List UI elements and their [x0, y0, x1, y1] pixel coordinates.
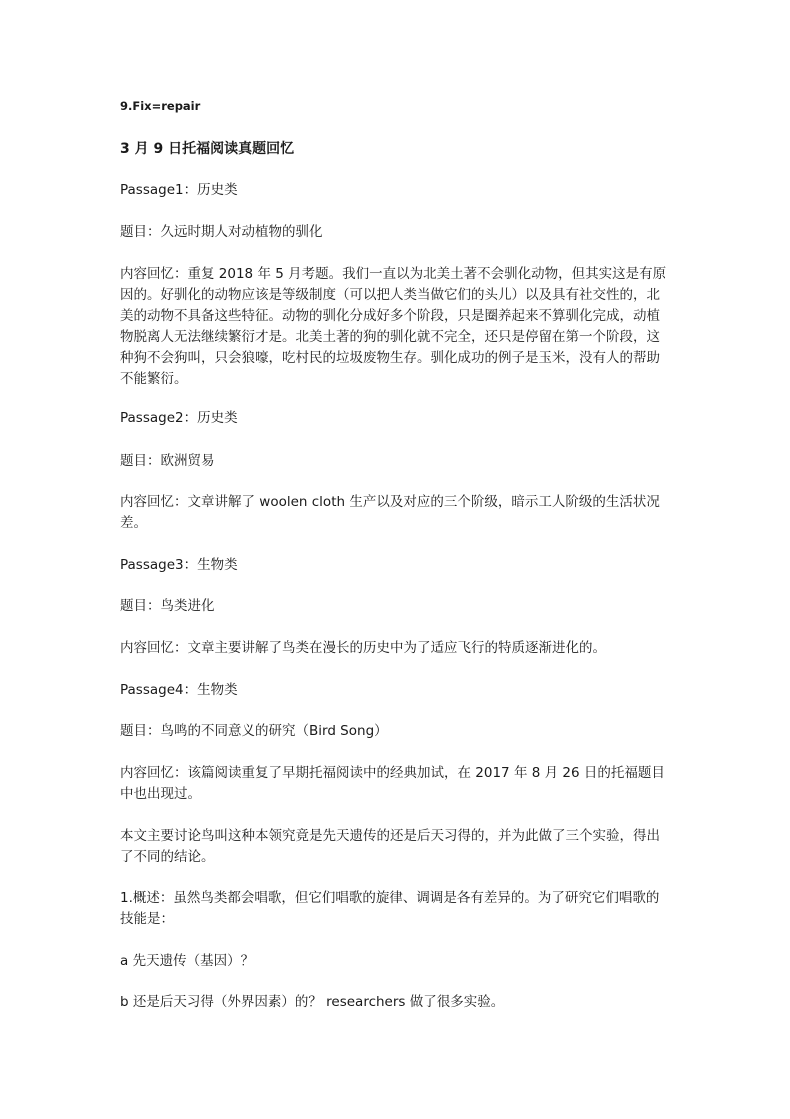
passage4-label: Passage4：生物类	[120, 682, 238, 698]
overview-paragraph: 1.概述：虽然鸟类都会唱歌，但它们唱歌的旋律、调调是各有差异的。为了研究它们唱歌的技能是：	[120, 890, 660, 927]
passage2-label: Passage2：历史类	[120, 410, 238, 426]
passage4-topic: 题目：鸟鸣的不同意义的研究（Bird Song）	[120, 723, 388, 739]
passage3-topic: 题目：鸟类进化	[120, 598, 215, 614]
passage4-content: 内容回忆：该篇阅读重复了早期托福阅读中的经典加试，在 2017 年 8 月 26 日的托福题目中也出现过。	[120, 765, 665, 802]
passage1-topic: 题目：久远时期人对动植物的驯化	[120, 224, 323, 240]
fix-line: 9.Fix=repair	[120, 99, 201, 113]
passage1-label: Passage1：历史类	[120, 182, 238, 198]
passage3-label: Passage3：生物类	[120, 557, 238, 573]
option-b: b 还是后天习得（外界因素）的？ researchers 做了很多实验。	[120, 994, 505, 1010]
document-title: 3 月 9 日托福阅读真题回忆	[120, 141, 295, 157]
passage1-content: 内容回忆：重复 2018 年 5 月考题。我们一直以为北美土著不会驯化动物，但其实这是有原因的。好驯化的动物应该是等级制度（可以把人类当做它们的头儿）以及具有社交性的，北美的动物不具备这些特征。动物的驯化分成好多个阶段，只是圈养起来不算驯化完成，动植物脱离人无法继续繁衍才是。北美土著的狗的驯化就不完全，还只是停留在第一个阶段，这种狗不会狗叫，只会狼嚎，吃村民的垃圾废物生存。驯化成功的例子是玉米，没有人的帮助不能繁衍。	[120, 266, 667, 387]
passage4-summary: 本文主要讨论鸟叫这种本领究竟是先天遗传的还是后天习得的，并为此做了三个实验，得出了不同的结论。	[120, 828, 660, 865]
passage2-topic: 题目：欧洲贸易	[120, 453, 215, 469]
option-a: a 先天遗传（基因）？	[120, 953, 255, 969]
passage3-content: 内容回忆：文章主要讲解了鸟类在漫长的历史中为了适应飞行的特质逐渐进化的。	[120, 640, 606, 656]
passage2-content: 内容回忆：文章讲解了 woolen cloth 生产以及对应的三个阶级，暗示工人阶级的生活状况差。	[120, 494, 660, 531]
